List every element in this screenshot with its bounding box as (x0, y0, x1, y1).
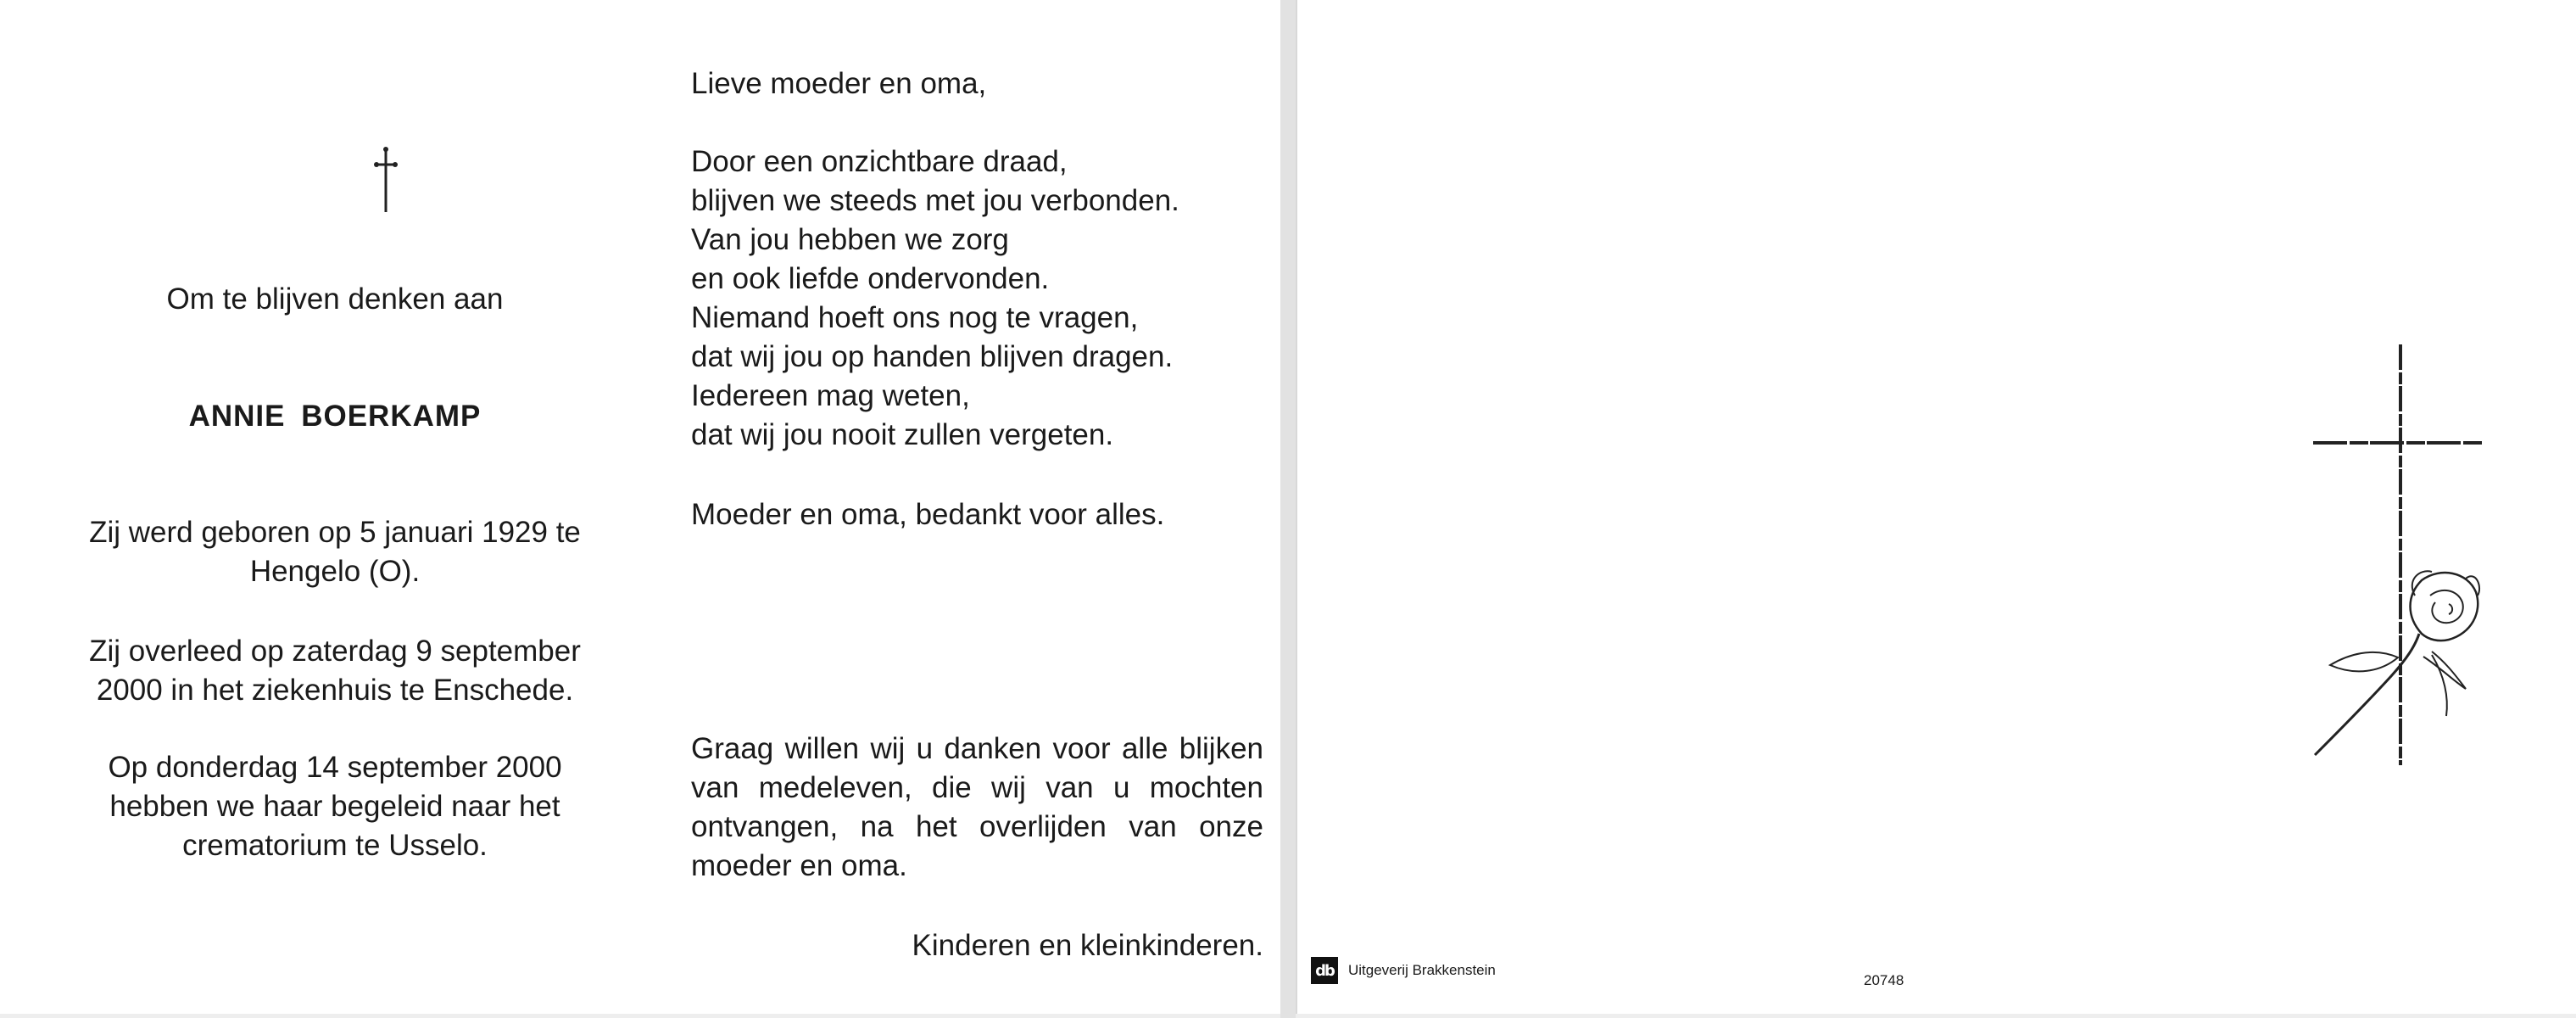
card-inside (0, 0, 1280, 1014)
funeral-info (51, 748, 619, 865)
publisher-info (1311, 957, 1496, 984)
card-back (1296, 0, 2576, 1014)
birth-line: Zij werd geboren op 5 januari 1929 te (89, 516, 581, 549)
death-line: Zij overleed op zaterdag 9 september (89, 635, 581, 668)
thanks-line: Moeder en oma, bedankt voor alles. (691, 498, 1165, 531)
signature: Kinderen en kleinkinderen. (912, 929, 1263, 962)
deceased-name: ANNIE BOERKAMP (188, 400, 482, 433)
poem-line: Iedereen mag weten, (691, 379, 970, 412)
gratitude-paragraph: Graag willen wij u danken voor alle blijken van medeleven, die wij van u mochten ontvangen, na het overlijden van onze moeder en oma. (691, 732, 1263, 882)
birth-info (51, 513, 619, 591)
death-line: 2000 in het ziekenhuis te Enschede. (96, 674, 574, 707)
poem-line: en ook liefde ondervonden. (691, 262, 1050, 295)
cross-with-rose-icon (2279, 341, 2483, 782)
funeral-line: hebben we haar begeleid naar het (109, 790, 560, 823)
card-fold (1280, 0, 1296, 1018)
birth-line: Hengelo (O). (249, 555, 421, 588)
poem (691, 143, 1179, 455)
publisher-logo: db (1311, 957, 1338, 984)
publisher-name: Uitgeverij Brakkenstein (1348, 962, 1496, 978)
poem-line: blijven we steeds met jou verbonden. (691, 184, 1179, 217)
funeral-line: crematorium te Usselo. (182, 829, 488, 862)
cross-icon (373, 146, 399, 214)
poem-line: Niemand hoeft ons nog te vragen, (691, 301, 1139, 334)
funeral-line: Op donderdag 14 september 2000 (108, 751, 562, 784)
poem-line: dat wij jou nooit zullen vergeten. (691, 418, 1114, 451)
poem-line: dat wij jou op handen blijven dragen. (691, 340, 1174, 373)
memory-line: Om te blijven denken aan (166, 282, 504, 316)
salutation: Lieve moeder en oma, (691, 67, 987, 100)
death-info (51, 632, 619, 710)
poem-line: Door een onzichtbare draad, (691, 145, 1068, 178)
card-code: 20748 (1864, 972, 1904, 988)
poem-line: Van jou hebben we zorg (691, 223, 1009, 256)
